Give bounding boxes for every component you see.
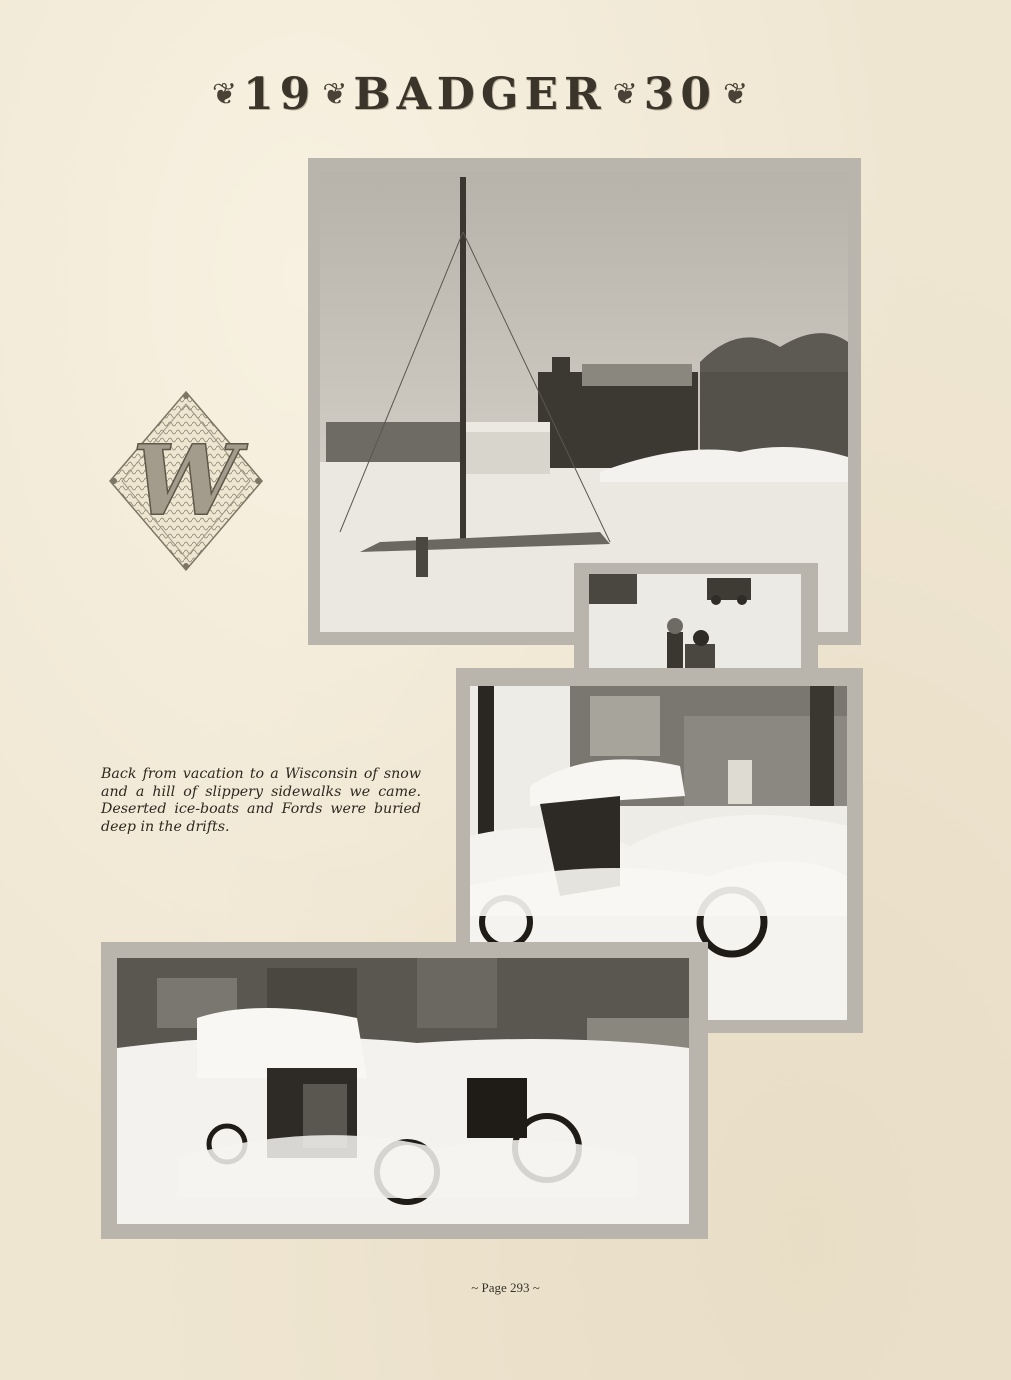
page-number: ~ Page 293 ~ xyxy=(471,1280,540,1295)
monogram-letter: W xyxy=(132,424,240,537)
header-year-left: 19 xyxy=(243,68,317,120)
header-title: BADGER xyxy=(353,68,607,120)
header-year-right: 30 xyxy=(643,68,717,120)
yearbook-header xyxy=(100,68,860,120)
monogram-w-icon xyxy=(104,388,268,574)
ornament-icon: ❦ xyxy=(322,76,348,112)
ornament-icon: ❦ xyxy=(722,76,749,112)
caption-text: Back from vacation to a Wisconsin of snow and a hill of slippery sidewalks we came. Deserted ice-boats and Fords were buried deep in the drifts. xyxy=(101,766,421,835)
ornament-icon: ❦ xyxy=(211,76,238,112)
photo-ford-bottom xyxy=(117,958,689,1224)
ornament-icon: ❦ xyxy=(612,76,638,112)
